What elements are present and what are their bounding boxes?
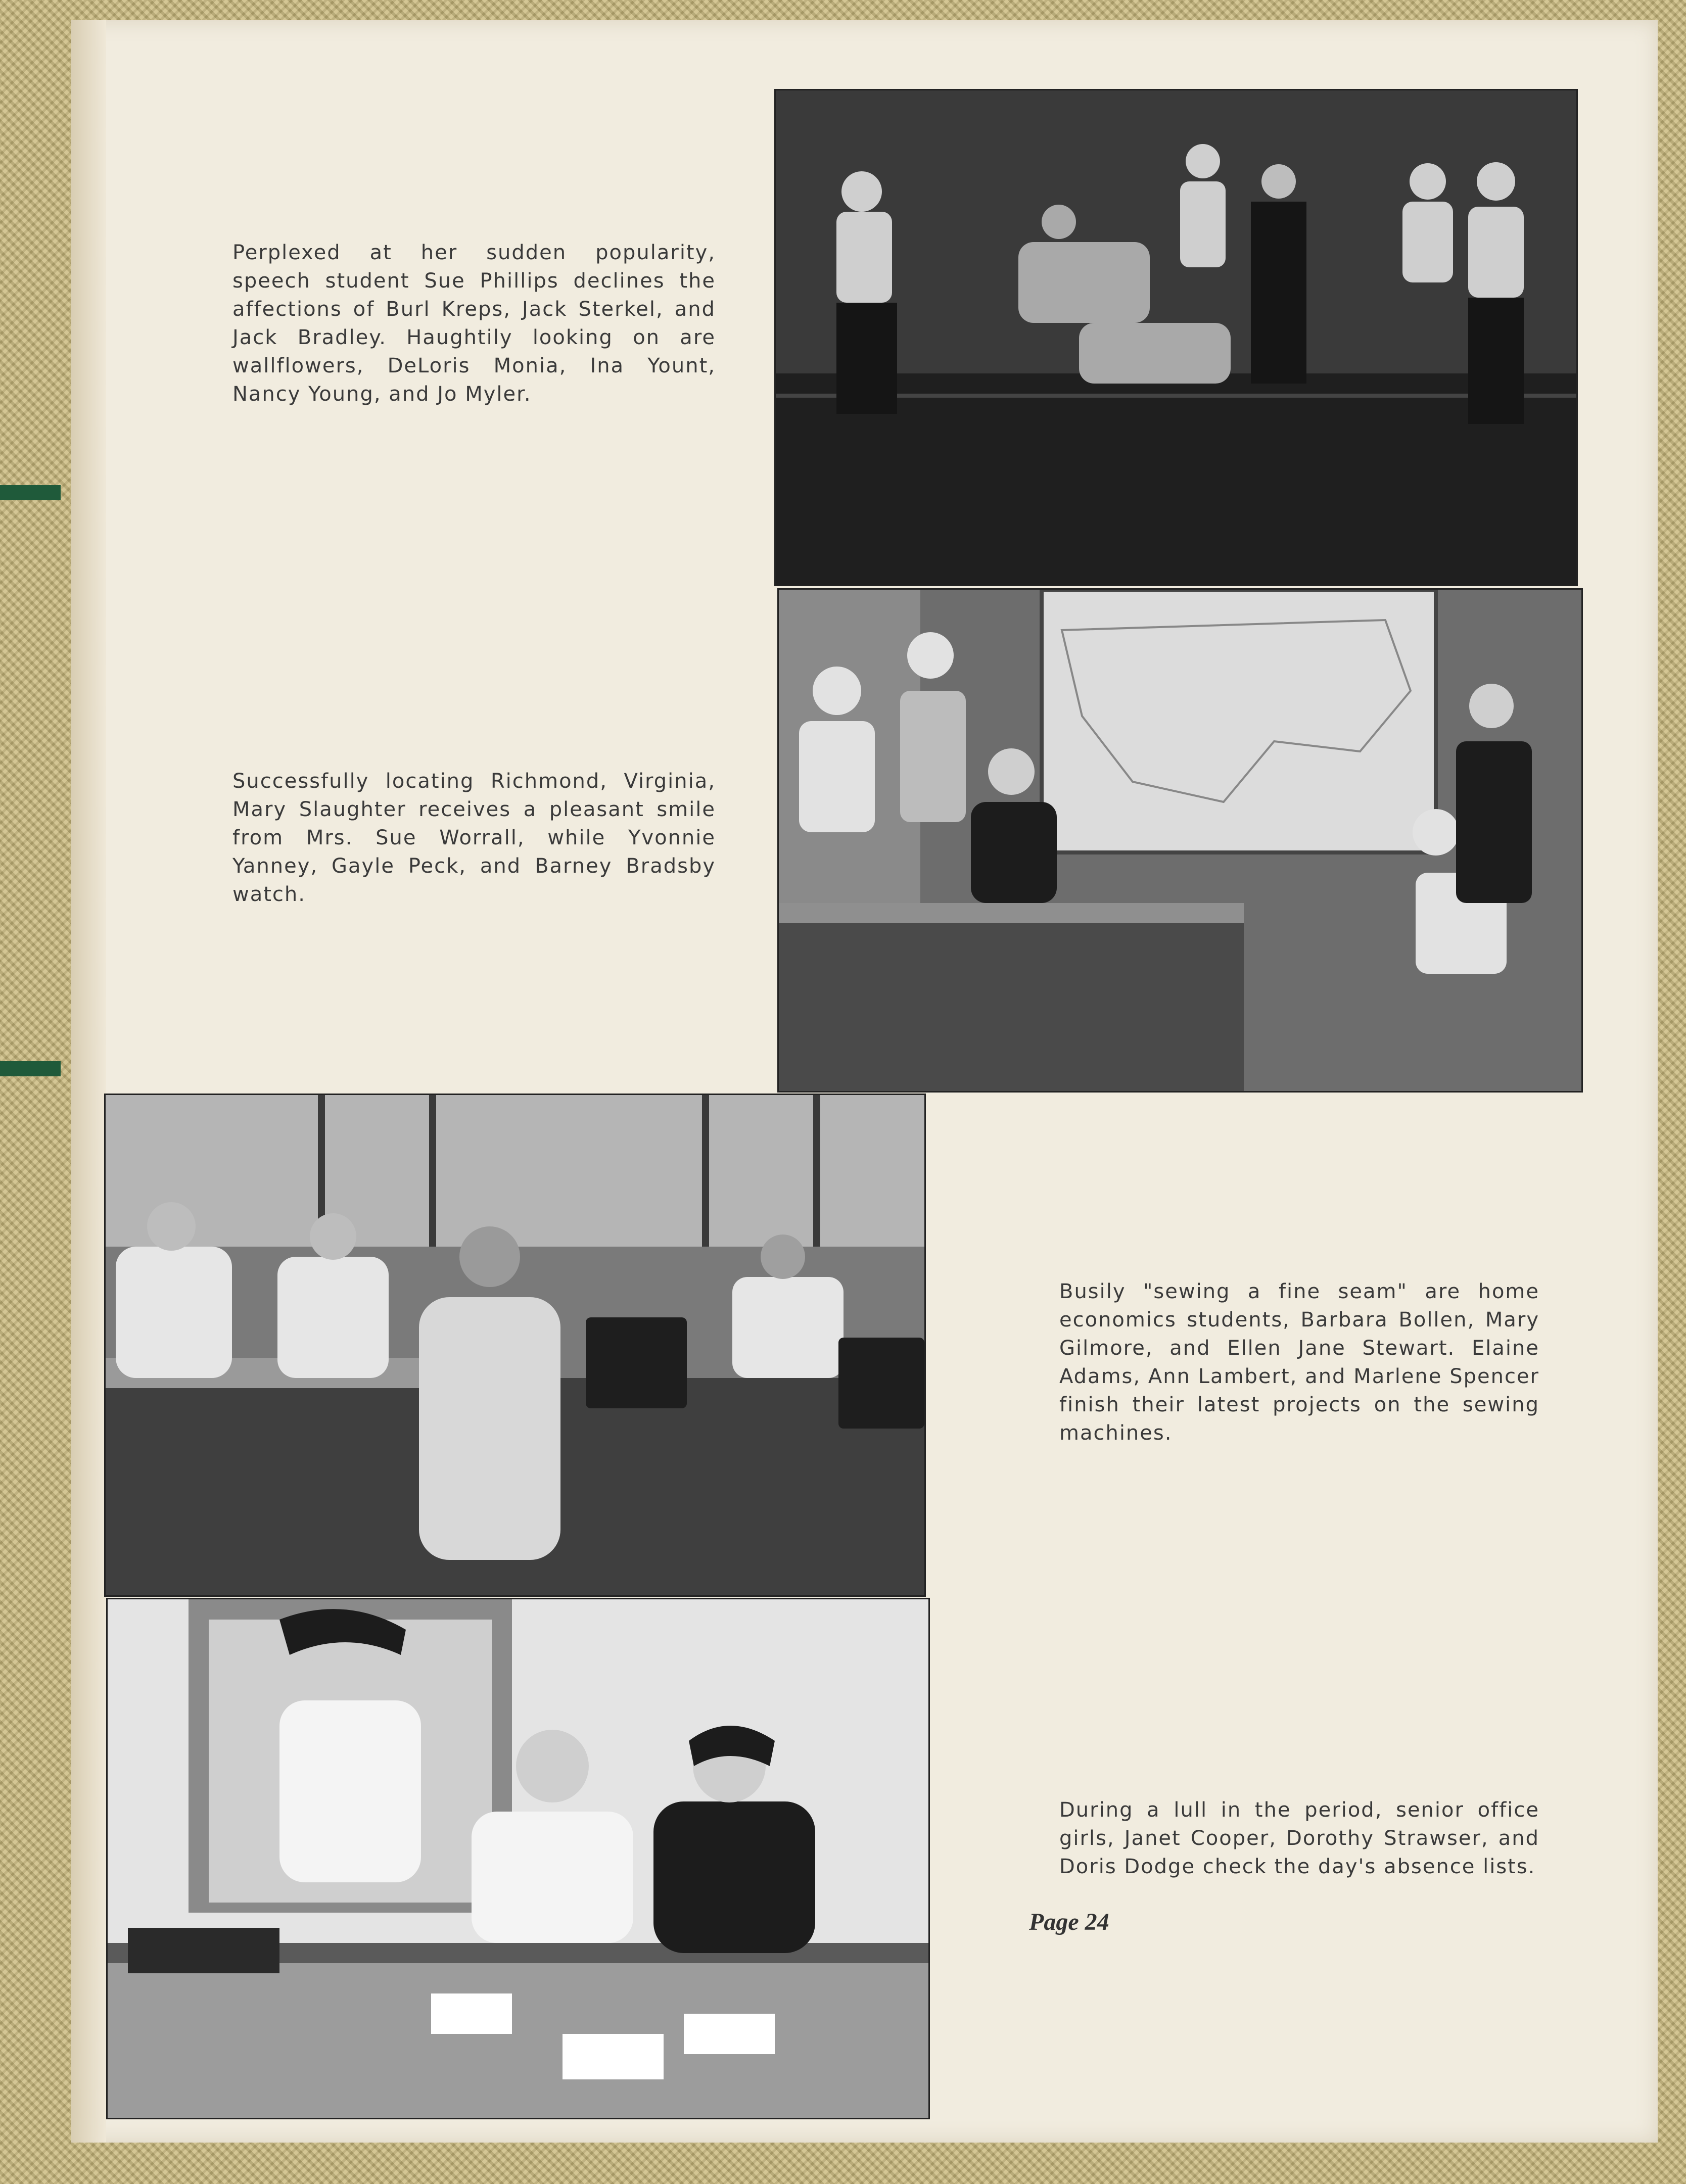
photo-geography-image xyxy=(779,590,1581,1091)
photo-sewing-image xyxy=(106,1095,924,1595)
caption-geography-text: Successfully locating Richmond, Virginia, Mary Slaughter receives a pleasant smile from Mrs. Sue Worrall, while Yvonnie Yanney, Gayle Peck, and Barney Bradsby watch. xyxy=(232,770,716,906)
binding-mark xyxy=(0,1061,61,1076)
caption-speech-text: Perplexed at her sudden popularity, speech student Sue Phillips declines the affections of Burl Kreps, Jack Sterkel, and Jack Bradley. Haughtily looking on are wallflowers, DeLoris Monia, Ina Yount, Nancy Young, and Jo Myler. xyxy=(232,241,716,406)
page-gutter xyxy=(71,20,106,2143)
photo-geography-class xyxy=(777,588,1583,1093)
caption-geography-class xyxy=(232,767,716,909)
caption-sewing-class xyxy=(1059,1277,1539,1447)
photo-sewing-class xyxy=(104,1094,926,1597)
binding-mark xyxy=(0,485,61,500)
caption-speech-class xyxy=(232,239,716,408)
photo-office-girls xyxy=(106,1598,930,2119)
caption-sewing-text: Busily "sewing a fine seam" are home economics students, Barbara Bollen, Mary Gilmore, and Ellen Jane Stewart. Elaine Adams, Ann Lambert, and Marlene Spencer finish their latest projects on the sewing machines. xyxy=(1059,1280,1539,1445)
caption-office-girls xyxy=(1059,1796,1539,1881)
photo-speech-class xyxy=(774,89,1578,586)
caption-office-text: During a lull in the period, senior office girls, Janet Cooper, Dorothy Strawser, and Doris Dodge check the day's absence lists. xyxy=(1059,1798,1539,1878)
photo-office-image xyxy=(108,1599,928,2118)
photo-speech-image xyxy=(776,90,1576,585)
page-number: Page 24 xyxy=(1029,1909,1109,1935)
